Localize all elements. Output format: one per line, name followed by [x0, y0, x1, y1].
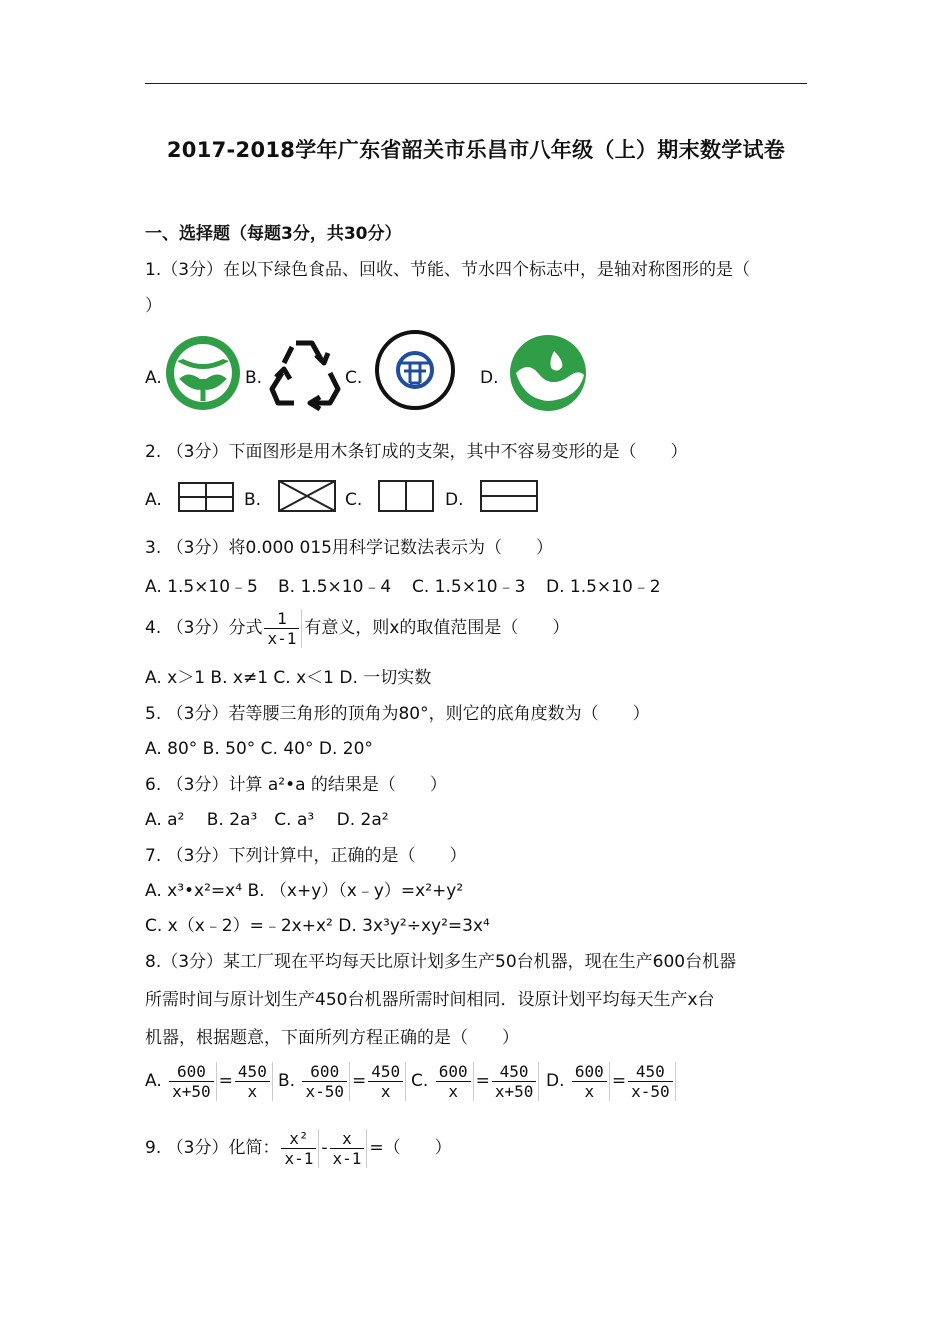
q1-option-d-label: D. — [480, 368, 499, 388]
q8-a-frac-2 — [235, 1062, 273, 1101]
frame-c-vertical-icon — [378, 480, 434, 512]
q8-a-frac-1 — [169, 1062, 217, 1101]
q8-a-frac-1-den: x+50 — [169, 1081, 214, 1101]
q8-c-eq: = — [475, 1071, 490, 1091]
q3-option-a: A. 1.5×10﹣5 — [145, 577, 258, 597]
q4-prefix: 4. （3分）分式 — [145, 618, 263, 638]
q4-fraction-den: x-1 — [264, 628, 299, 648]
question-6-text: 6. （3分）计算 a²•a 的结果是（ ） — [145, 775, 447, 795]
q8-b-frac-1-den: x-50 — [302, 1081, 347, 1101]
q5-options: A. 80° B. 50° C. 40° D. 20° — [145, 739, 373, 759]
q8-c-frac-1 — [436, 1062, 474, 1101]
q8-b-eq: = — [352, 1071, 367, 1091]
q8-option-c-label: C. — [411, 1071, 429, 1091]
question-9-text — [145, 1124, 452, 1172]
question-2-text: 2. （3分）下面图形是用木条钉成的支架，其中不容易变形的是（ ） — [145, 442, 688, 462]
q8-c-frac-1-num: 600 — [438, 1061, 468, 1081]
q8-b-frac-2-num: 450 — [371, 1061, 401, 1081]
recycle-logo-icon — [264, 333, 344, 413]
q2-option-d-label: D. — [445, 490, 464, 510]
q8-a-frac-2-den: x — [235, 1081, 270, 1101]
q8-b-frac-1-num: 600 — [310, 1061, 340, 1081]
q8-option-c — [411, 1058, 541, 1104]
q8-a-eq: = — [218, 1071, 233, 1091]
q8-option-a — [145, 1058, 275, 1104]
q3-option-b: B. 1.5×10﹣4 — [278, 577, 392, 597]
q9-frac-1-num: x² — [289, 1128, 309, 1148]
q8-d-frac-2-num: 450 — [635, 1061, 665, 1081]
q6-options: A. a² B. 2a³ C. a³ D. 2a² — [145, 810, 389, 830]
q9-frac-2-den: x-1 — [330, 1148, 365, 1168]
q9-frac-2-num: x — [342, 1128, 352, 1148]
q9-minus: - — [321, 1138, 328, 1158]
q8-b-frac-2-den: x — [368, 1081, 403, 1101]
q9-prefix: 9. （3分）化简： — [145, 1138, 280, 1158]
q8-c-frac-2 — [492, 1062, 540, 1101]
section-heading: 一、选择题（每题3分，共30分） — [145, 224, 402, 244]
q8-c-frac-1-den: x — [436, 1081, 471, 1101]
q8-d-frac-1-den: x — [572, 1081, 607, 1101]
q8-option-b — [278, 1058, 408, 1104]
question-1-text: 1.（3分）在以下绿色食品、回收、节能、节水四个标志中，是轴对称图形的是（ — [145, 260, 751, 280]
q8-d-frac-2 — [628, 1062, 676, 1101]
q9-suffix: =（ ） — [369, 1138, 452, 1158]
q8-c-frac-2-num: 450 — [499, 1061, 529, 1081]
q8-d-frac-2-den: x-50 — [628, 1081, 673, 1101]
q8-d-frac-1-num: 600 — [574, 1061, 604, 1081]
q1-option-a-label: A. — [145, 368, 162, 388]
q8-option-d — [546, 1058, 678, 1104]
frame-d-horizontal-icon — [480, 480, 538, 512]
q2-option-c-label: C. — [345, 490, 363, 510]
q8-option-b-label: B. — [278, 1071, 296, 1091]
q4-suffix: 有意义，则x的取值范围是（ ） — [304, 618, 570, 638]
q7-options-cd: C. x（x﹣2）=﹣2x+x² D. 3x³y²÷xy²=3x⁴ — [145, 916, 490, 936]
q8-a-frac-2-num: 450 — [237, 1061, 267, 1081]
water-saving-logo-icon — [508, 333, 588, 413]
q8-d-frac-1 — [572, 1062, 610, 1101]
q4-fraction-num: 1 — [277, 608, 287, 628]
q9-frac-1-den: x-1 — [281, 1148, 316, 1168]
q4-fraction — [264, 609, 302, 648]
question-4-text — [145, 606, 569, 650]
q7-options-ab: A. x³•x²=x⁴ B. （x+y）（x﹣y）=x²+y² — [145, 881, 464, 901]
q8-a-frac-1-num: 600 — [176, 1061, 206, 1081]
green-food-logo-icon — [163, 333, 243, 413]
question-5-text: 5. （3分）若等腰三角形的顶角为80°，则它的底角度数为（ ） — [145, 704, 650, 724]
q8-option-a-label: A. — [145, 1071, 162, 1091]
question-7-text: 7. （3分）下列计算中，正确的是（ ） — [145, 846, 467, 866]
header-rule — [145, 83, 807, 84]
frame-b-diagonal-icon — [278, 480, 336, 512]
question-3-text: 3. （3分）将0.000 015用科学记数法表示为（ ） — [145, 538, 553, 558]
frame-a-cross-icon — [178, 482, 234, 512]
q2-option-a-label: A. — [145, 490, 162, 510]
q4-options: A. x＞1 B. x≠1 C. x＜1 D. 一切实数 — [145, 668, 432, 688]
q8-d-eq: = — [611, 1071, 627, 1091]
energy-saving-logo-icon — [374, 329, 456, 411]
q8-c-frac-2-den: x+50 — [492, 1081, 537, 1101]
question-8-text: 8.（3分）某工厂现在平均每天比原计划多生产50台机器，现在生产600台机器 — [145, 952, 737, 972]
q8-b-frac-1 — [302, 1062, 350, 1101]
q1-option-b-label: B. — [245, 368, 263, 388]
q3-option-c: C. 1.5×10﹣3 — [412, 577, 526, 597]
q1-option-c-label: C. — [345, 368, 363, 388]
question-8-text-cont2: 机器，根据题意，下面所列方程正确的是（ ） — [145, 1028, 519, 1048]
q9-frac-2 — [330, 1129, 368, 1168]
q8-b-frac-2 — [368, 1062, 406, 1101]
question-1-text-cont: ） — [145, 296, 162, 316]
q2-option-b-label: B. — [244, 490, 262, 510]
q8-option-d-label: D. — [546, 1071, 565, 1091]
question-8-text-cont1: 所需时间与原计划生产450台机器所需时间相同．设原计划平均每天生产x台 — [145, 990, 715, 1010]
q9-frac-1 — [281, 1129, 319, 1168]
q3-option-d: D. 1.5×10﹣2 — [546, 577, 661, 597]
page-title: 2017-2018学年广东省韶关市乐昌市八年级（上）期末数学试卷 — [166, 138, 786, 162]
